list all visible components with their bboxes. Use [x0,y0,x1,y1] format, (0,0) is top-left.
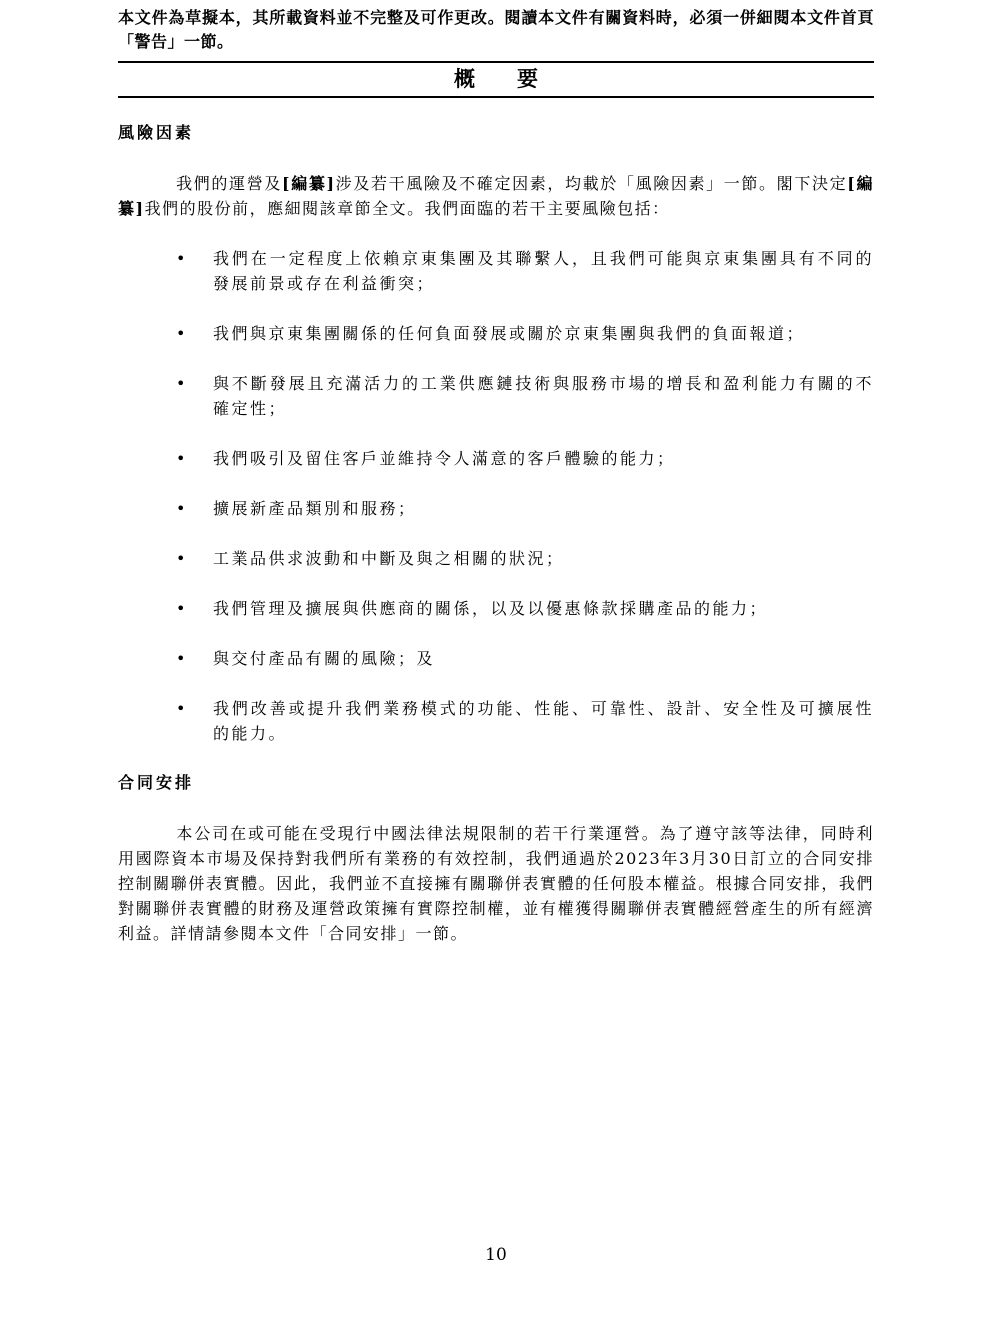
intro-text-3: 我們的股份前，應細閱該章節全文。我們面臨的若干主要風險包括： [144,199,670,218]
risk-item-text: 擴展新產品類別和服務； [213,499,417,518]
risk-item-text: 我們在一定程度上依賴京東集團及其聯繫人，且我們可能與京東集團具有不同的發展前景或存在利益衝突； [213,249,874,293]
draft-disclaimer: 本文件為草擬本，其所載資料並不完整及可作更改。閱讀本文件有關資料時，必須一併細閱本文件首頁「警告」一節。 [118,8,874,51]
bullet-icon: • [176,324,186,343]
title-top-rule [118,61,874,63]
contractual-arrangements-body [118,821,874,946]
bullet-icon: • [176,549,186,568]
bullet-icon: • [176,599,186,618]
risk-item-text: 我們管理及擴展與供應商的關係，以及以優惠條款採購產品的能力； [213,599,769,618]
intro-text-2: 涉及若干風險及不確定因素，均載於「風險因素」一節。閣下決定 [335,174,848,193]
risk-item-text: 我們與京東集團關係的任何負面發展或關於京東集團與我們的負面報道； [213,324,806,343]
risk-item-text: 與不斷發展且充滿活力的工業供應鏈技術與服務市場的增長和盈利能力有關的不確定性； [213,374,874,418]
bullet-icon: • [176,449,186,468]
bullet-icon: • [176,374,186,393]
bullet-icon: • [176,699,186,718]
section-heading-contractual-arrangements: 合同安排 [118,773,195,792]
contractual-arrangements-text: 本公司在或可能在受現行中國法律法規限制的若干行業運營。為了遵守該等法律，同時利用國際資本市場及保持對我們所有業務的有效控制，我們通過於2023年3月30日訂立的合同安排控制關聯併表實體。因此，我們並不直接擁有關聯併表實體的任何股本權益。根據合同安排，我們對關聯併表實體的財務及運營政策擁有實際控制權，並有權獲得關聯併表實體經營產生的所有經濟利益。詳情請參閱本文件「合同安排」一節。 [118,824,874,943]
bullet-icon: • [176,499,186,518]
risk-item-text: 我們吸引及留住客戶並維持令人滿意的客戶體驗的能力； [213,449,676,468]
title-bottom-rule [118,96,874,98]
risk-item-text: 與交付產品有關的風險；及 [213,649,436,668]
risk-factors-intro [118,171,874,221]
page-title: 概要 [454,66,580,91]
bullet-icon: • [176,649,186,668]
risk-item-text: 我們改善或提升我們業務模式的功能、性能、可靠性、設計、安全性及可擴展性的能力。 [213,699,874,743]
bullet-icon: • [176,249,186,268]
redacted-marker: [編纂] [118,174,874,218]
page-number: 10 [485,1245,507,1265]
section-heading-risk-factors: 風險因素 [118,123,195,142]
intro-text-1: 我們的運營及 [176,174,282,193]
risk-item-text: 工業品供求波動和中斷及與之相關的狀況； [213,549,565,568]
redacted-marker: [編纂] [281,174,336,193]
